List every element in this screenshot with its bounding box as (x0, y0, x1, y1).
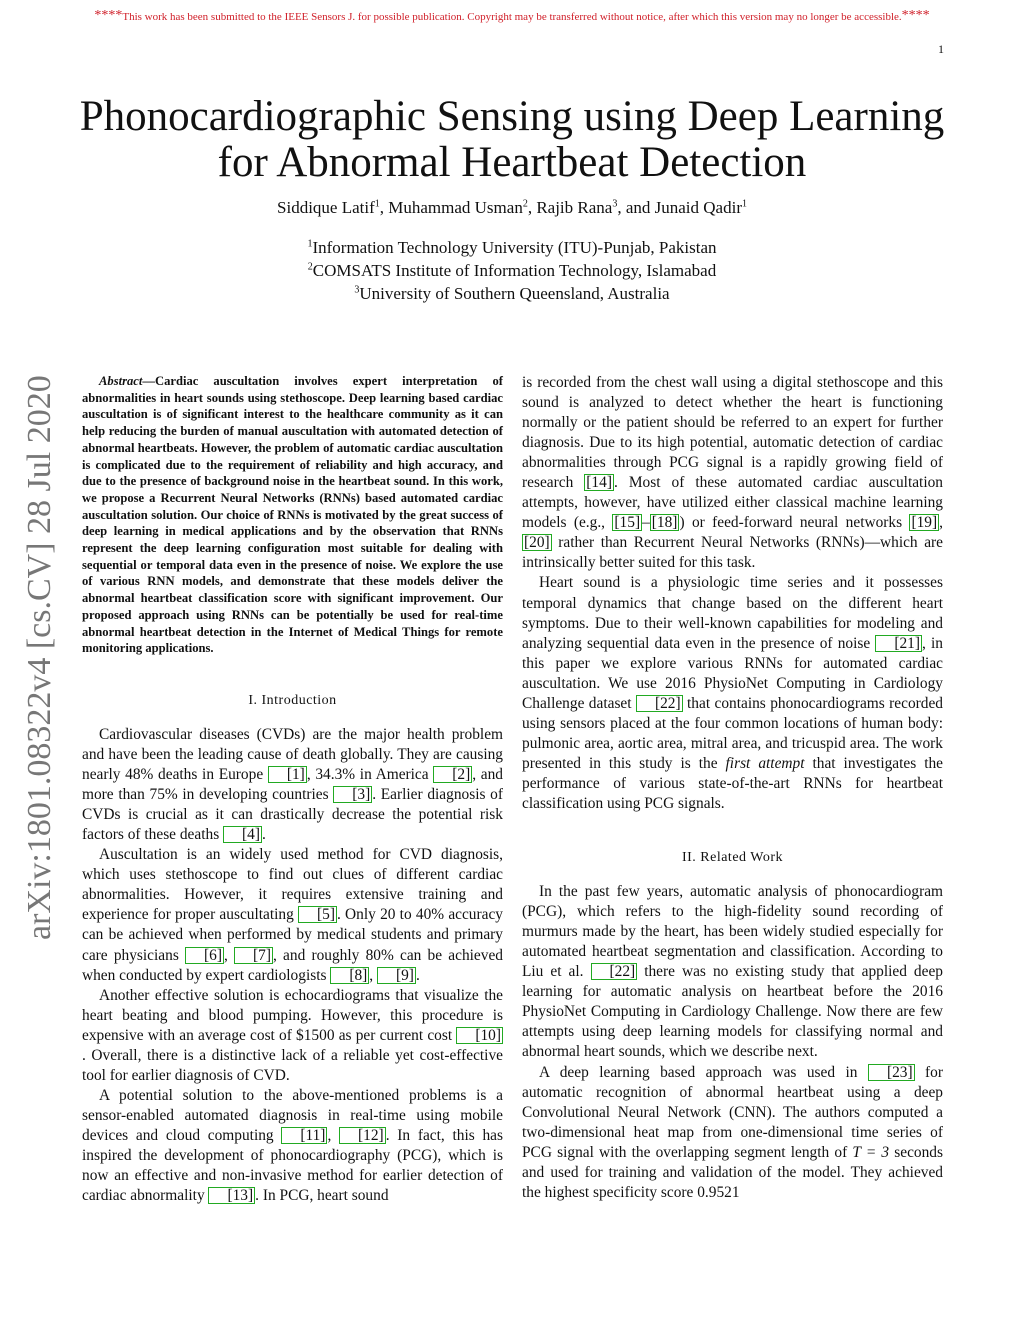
text-run: that contains phonocardiograms recorded using sensors placed at the four common locations of human body: pulmonic area, aortic area, mitral area, and tricuspid area. The work presented in this study is the (522, 694, 943, 772)
text-run: , (369, 966, 377, 984)
author: Rajib Rana (536, 198, 613, 217)
text-run: . In fact, this has inspired the development of phonocardiography (PCG), which is now an effective and non-invasive method for earlier detection of cardiac abnormality (82, 1126, 503, 1205)
author-sup: 1 (741, 198, 747, 210)
citation-link[interactable]: [2] (433, 766, 472, 783)
text-run: for automatic recognition of abnormal heartbeat using a deep Convolutional Neural Network (CNN). The authors computed a two-dimensional heat map from one-dimensional time series of PCG signal with the overlapping segment length of (522, 1063, 943, 1161)
text-run: Heart sound is a physiologic time series and it possesses temporal dynamics that change based on the different heart symptoms. Due to their well-known capabilities for modeling and analyzing sequential data even in the presence of noise (522, 574, 943, 652)
text-run: , (327, 1126, 340, 1144)
affiliation (60, 282, 964, 305)
banner-stars-left: **** (94, 8, 123, 23)
page-number: 1 (938, 42, 944, 56)
section-heading-introduction: I. Introduction (248, 692, 337, 708)
section-heading-related-work: II. Related Work (681, 850, 784, 866)
paragraph (82, 1086, 503, 1206)
left-column (82, 373, 503, 1206)
text-run: Auscultation is an widely used method for CVD diagnosis, which uses stethoscope to find out clues of different cardiac abnormalities. However, it requires extensive training and experience for proper auscultating (82, 846, 503, 924)
text-run: Cardiovascular diseases (CVDs) are the major health problem and have been the leading cause of death globally. They are causing nearly 48% deaths in Europe (82, 726, 503, 784)
citation-link[interactable]: [8] (330, 967, 369, 984)
affil-sup: 3 (354, 284, 360, 296)
text-run: rather than Recurrent Neural Networks (RNNs)—which are intrinsically better suited for this task. (522, 534, 943, 572)
affiliation (60, 259, 964, 282)
affil-text: University of Southern Queensland, Australia (359, 284, 670, 303)
text-run: there was no existing study that applied deep learning for automatic analysis on heartbeat before the 2016 PhysioNet Computing in Cardiology Challenge. Now there are few attempts using deep learning models for classifying normal and abnormal heart sounds, which we describe next. (522, 963, 943, 1061)
affiliation (60, 236, 964, 259)
text-run: . (415, 966, 420, 984)
paragraph (522, 1063, 943, 1203)
submission-banner (0, 8, 1024, 24)
citation-link[interactable]: [21] (875, 635, 922, 652)
text-run: , and roughly 80% can be achieved when conducted by expert cardiologists (82, 946, 503, 984)
citation-link[interactable]: [4] (223, 826, 262, 843)
author: Siddique Latif (277, 198, 375, 217)
text-run: . Only 20 to 40% accuracy can be achieved when performed by medical students and primary care physicians (82, 906, 503, 964)
citation-link[interactable]: [6] (185, 947, 224, 964)
author-list: Siddique Latif$^1$, Muhammad Usman$^2$, Rajib Rana$^3$, and Junaid Qadir$^1$ (277, 198, 747, 217)
text-run: Another effective solution is echocardiograms that visualize the heart beating and blood pumping. However, this procedure is expensive with an average cost of $1500 as per current cost (82, 986, 503, 1044)
banner-text: This work has been submitted to the IEEE Sensors J. for possible publication. Copyright may be transferred without notice, after which this version may no longer be accessible. (122, 11, 902, 23)
citation-link[interactable]: [22] (636, 695, 683, 712)
author: Junaid Qadir (654, 198, 742, 217)
paragraph (522, 573, 943, 814)
emphasis: T = 3 (852, 1143, 890, 1161)
text-run: . Most of these automated cardiac auscultation attempts, however, have utilized either classical machine learning models (e.g., (522, 474, 943, 532)
citation-link[interactable]: [15] (614, 514, 641, 532)
text-run: , 34.3% in America (306, 766, 434, 784)
citation-link[interactable]: [13] (208, 1187, 255, 1204)
citation-link[interactable]: [23] (868, 1064, 915, 1081)
citation-link[interactable]: [3] (333, 786, 372, 803)
citation-link[interactable]: [5] (298, 906, 337, 923)
citation-link[interactable]: [18] (651, 514, 678, 532)
text-run: . (261, 826, 266, 844)
title-line-2: for Abnormal Heartbeat Detection (217, 139, 807, 186)
emphasis: first attempt (725, 754, 805, 772)
paragraph (522, 882, 943, 1062)
text-run: is recorded from the chest wall using a digital stethoscope and this sound is analyzed to detect whether the heart is functioning normally or the patient should be referred to an expert for further diagnosis. Due to its high potential, automatic detection of cardiac abnormalities through PCG signal is a rapidly growing field of research (522, 374, 943, 492)
citation-link[interactable]: [10] (456, 1027, 503, 1044)
author-sup: 3 (612, 198, 618, 210)
arxiv-stamp: arXiv:1801.08322v4 [cs.CV] 28 Jul 2020 (21, 375, 58, 940)
text-run: that investigates the performance of various state-of-the-art RNNs for heartbeat classification using PCG signals. (522, 754, 944, 812)
right-column (522, 373, 943, 1203)
text-run: , (223, 946, 235, 964)
affil-text: Information Technology University (ITU)-Punjab, Pakistan (312, 238, 717, 257)
citation-link[interactable]: [1] (268, 766, 307, 783)
text-run: , in this paper we explore various RNNs for automated cardiac auscultation. We use 2016 PhysioNet Computing in Cardiology Challenge dataset (522, 634, 944, 712)
citation-link[interactable]: [7] (234, 947, 273, 964)
citation-link[interactable]: [9] (377, 967, 416, 984)
text-run: In the past few years, automatic analysis of phonocardiogram (PCG), which refers to the high-fidelity sound recording of murmurs made by the heart, has been widely studied especially for automated heartbeat segmentation and classification. According to Liu et al. (522, 883, 943, 981)
paragraph (82, 725, 503, 845)
author-sup: 1 (374, 198, 380, 210)
citation-link[interactable]: [19] (911, 514, 938, 532)
affil-sup: 1 (307, 238, 313, 250)
text-run: . Overall, there is a distinctive lack of a reliable yet cost-effective tool for earlier diagnosis of CVD. (82, 1046, 503, 1084)
paper-title (60, 94, 964, 186)
paragraph (522, 373, 943, 573)
abstract-label: Abstract (99, 374, 143, 388)
text-run: seconds and used for training and validation of the model. They achieved the highest specificity score 0.9521 (522, 1143, 943, 1201)
author: Muhammad Usman (388, 198, 523, 217)
citation-link[interactable]: [12] (339, 1127, 386, 1144)
affil-sup: 2 (307, 261, 313, 273)
citation-link[interactable]: [22] (591, 963, 638, 980)
paragraph (82, 986, 503, 1086)
title-line-1: Phonocardiographic Sensing using Deep Learning (79, 93, 945, 140)
text-run: , and more than 75% in developing countries (82, 766, 503, 804)
author-sup: 2 (522, 198, 528, 210)
banner-stars-right: **** (901, 8, 930, 23)
abstract: Abstract—Cardiac auscultation involves expert interpretation of abnormalities in heart sounds using stethoscope. Deep learning based cardiac auscultation is of significant interest to the healthcare community as it can help reducing the burden of manual auscultation with automated detection of abnormal heartbeats. However, the problem of automatic cardiac auscultation is complicated due to the requirement of reliability and high accuracy, and due to the presence of background noise in the heartbeat sound. In this work, we propose a Recurrent Neural Networks (RNNs) based automated cardiac auscultation solution. Our choice of RNNs is motivated by the great success of deep learning in medical applications and by the observation that RNNs represent the deep learning configuration most suitable for dealing with sequential or temporal data even in the presence of noise. We explore the use of various RNN models, and demonstrate that these models deliver the abnormal heartbeat classification score with significant improvement. Our proposed approach using RNNs can be potentially be used for real-time abnormal heartbeat detection in the Internet of Medical Things for remote monitoring applications. (82, 374, 503, 656)
text-run: A deep learning based approach was used in (539, 1063, 868, 1081)
citation-link[interactable]: [20] (524, 534, 550, 552)
affiliations (60, 236, 964, 305)
citation-link[interactable]: [11] (281, 1127, 327, 1144)
abstract-text: Cardiac auscultation involves expert interpretation of abnormalities in heart sounds using stethoscope. Deep learning based cardiac auscultation is of significant interest to the healthcare community as it can help reducing the burden of manual auscultation with automated detection of abnormal heartbeats. However, the problem of automatic cardiac auscultation is complicated due to the requirement of reliability and high accuracy, and due to the presence of background noise in the heartbeat sound. In this work, we propose a Recurrent Neural Networks (RNNs) based automated cardiac auscultation solution. Our choice of RNNs is motivated by the great success of deep learning in medical applications and by the observation that RNNs represent the deep learning configuration most suitable for dealing with sequential or temporal data even in the presence of noise. We explore the use of various RNN models, and demonstrate that these models deliver the abnormal heartbeat classification score with significant improvement. Our proposed approach using RNNs can be potentially be used for real-time abnormal heartbeat detection in the Internet of Medical Things for remote monitoring applications. (82, 374, 503, 656)
text-run: . In PCG, heart sound (255, 1187, 389, 1205)
paragraph (82, 845, 503, 985)
text-run: ) or feed-forward neural networks (679, 514, 910, 532)
affil-text: COMSATS Institute of Information Technology, Islamabad (312, 261, 717, 280)
text-run: A potential solution to the above-mentioned problems is a sensor-enabled automated diagnosis in real-time using mobile devices and cloud computing (82, 1086, 503, 1144)
text-run: – (642, 514, 650, 532)
citation-link[interactable]: [14] (586, 474, 612, 492)
text-run: , (939, 514, 943, 532)
text-run: . Earlier diagnosis of CVDs is crucial as it can drastically decrease the potential risk factors of these deaths (82, 786, 503, 844)
